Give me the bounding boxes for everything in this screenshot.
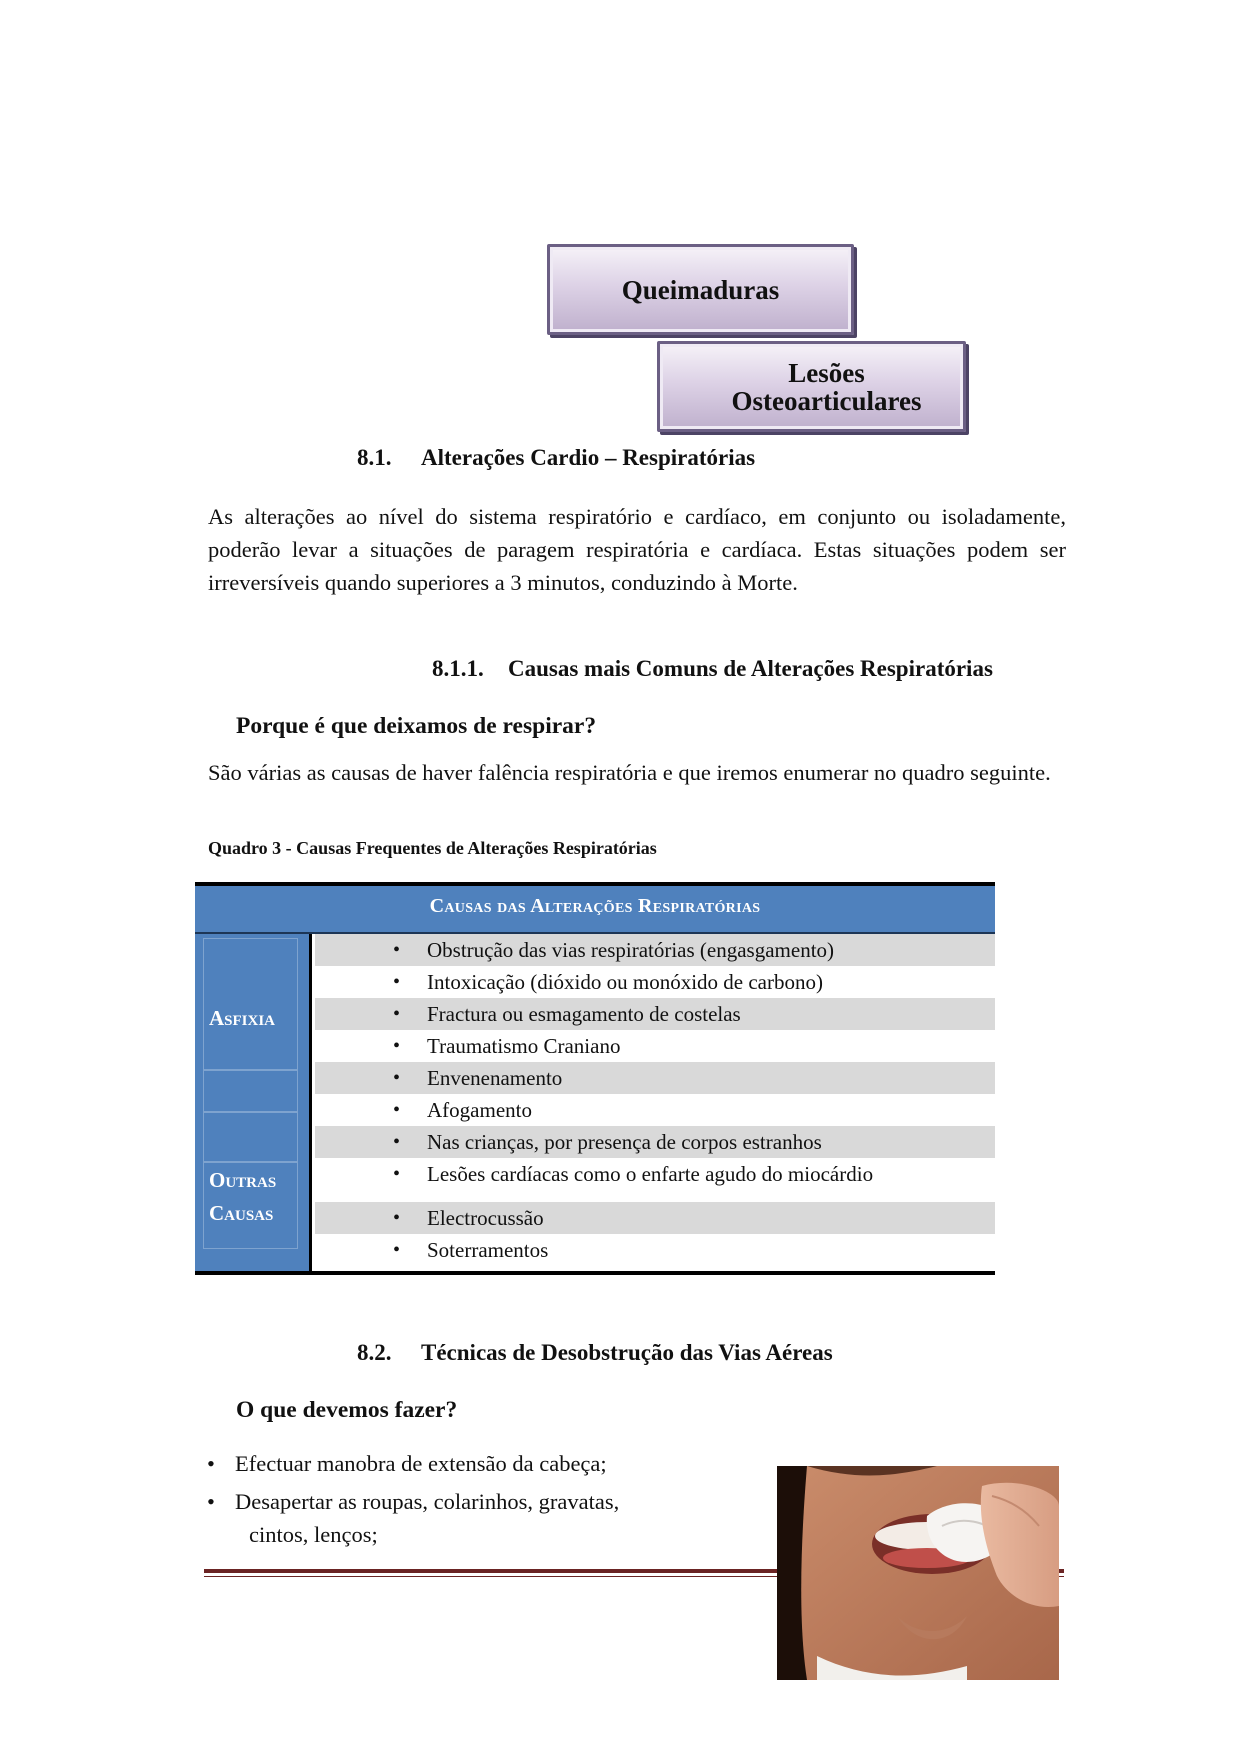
diagram-box-label-line1: Lesões (788, 357, 865, 388)
table-row (315, 1126, 995, 1158)
bullet: • (207, 1489, 215, 1514)
diagram-box-label-line2: Osteoarticulares (731, 385, 922, 416)
paragraph-alteracoes: As alterações ao nível do sistema respiratório e cardíaco, em conjunto ou isoladamente, poderão levar a situações de paragem respiratória e cardíaca. Estas situações podem ser irreversíveis quando superiores a 3 minutos, conduzindo à Morte. (208, 504, 1066, 595)
group-label-line1: Outras (209, 1168, 277, 1192)
row-text: Fractura ou esmagamento de costelas (427, 1002, 741, 1026)
row-text: Soterramentos (427, 1238, 549, 1262)
section-title: Causas mais Comuns de Alterações Respiratórias (508, 656, 993, 681)
group-cell (203, 1112, 298, 1162)
row-text: Obstrução das vias respiratórias (engasgamento) (427, 938, 835, 962)
question-heading: O que devemos fazer? (236, 1397, 458, 1423)
section-number: 8.1. (357, 445, 392, 470)
table-row (315, 998, 995, 1030)
section-title: Técnicas de Desobstrução das Vias Aéreas (421, 1340, 833, 1365)
diagram-box-queimaduras (547, 244, 854, 335)
bullet: • (393, 1003, 401, 1025)
photo-illustration (777, 1466, 1059, 1680)
bullet: • (393, 971, 401, 993)
group-label-outras-causas (209, 1164, 276, 1230)
table-bottom-rule (195, 1271, 995, 1275)
table-caption: Quadro 3 - Causas Frequentes de Alterações Respiratórias (208, 838, 657, 858)
list-item-text: Efectuar manobra de extensão da cabeça; (235, 1451, 607, 1476)
row-text: Electrocussão (427, 1206, 544, 1230)
bullet: • (393, 1163, 401, 1185)
section-title: Alterações Cardio – Respiratórias (421, 445, 756, 470)
table-row (315, 966, 995, 998)
table-row (315, 1202, 995, 1234)
section-heading-8-1 (357, 445, 755, 471)
row-text: Intoxicação (dióxido ou monóxido de carbono) (427, 970, 823, 994)
table-header-title: Causas das Alterações Respiratórias (429, 895, 761, 917)
section-heading-8-2 (357, 1340, 833, 1366)
diagram-box-label (732, 359, 922, 415)
row-text: Nas crianças, por presença de corpos estranhos (427, 1130, 822, 1154)
diagram-box-lesoes (657, 341, 966, 432)
table-row (315, 1094, 995, 1126)
group-label-asfixia: Asfixia (209, 1006, 276, 1030)
group-label-line2: Causas (209, 1201, 274, 1225)
group-cell (203, 1070, 298, 1112)
diagram-box-label: Queimaduras (621, 274, 780, 305)
table-row (315, 934, 995, 966)
list-item (207, 1485, 619, 1551)
bullet: • (393, 1067, 401, 1089)
bullet: • (393, 1239, 401, 1261)
paragraph-causas: São várias as causas de haver falência respiratória e que iremos enumerar no quadro seguinte. (208, 760, 1051, 785)
table-row (315, 1234, 995, 1271)
section-heading-8-1-1 (432, 656, 993, 682)
row-text: Lesões cardíacas como o enfarte agudo do miocárdio (427, 1162, 874, 1186)
bullet: • (207, 1451, 215, 1476)
section-number: 8.1.1. (432, 656, 484, 681)
row-text: Traumatismo Craniano (427, 1034, 621, 1058)
row-text: Envenenamento (427, 1066, 563, 1090)
causes-table (195, 882, 995, 1275)
row-text: Afogamento (427, 1098, 532, 1122)
list-item-text: Desapertar as roupas, colarinhos, gravatas, (235, 1489, 620, 1514)
list-item (207, 1447, 607, 1480)
table-row (315, 1030, 995, 1062)
section-number: 8.2. (357, 1340, 392, 1365)
bullet: • (393, 1207, 401, 1229)
bullet: • (393, 1131, 401, 1153)
table-row (315, 1158, 995, 1202)
question-heading: Porque é que deixamos de respirar? (236, 713, 597, 739)
bullet: • (393, 1035, 401, 1057)
airway-clearing-photo (777, 1466, 1059, 1680)
table-header (195, 882, 995, 934)
table-row (315, 1062, 995, 1094)
list-item-text-continuation: cintos, lenços; (249, 1522, 378, 1547)
bullet: • (393, 939, 401, 961)
table-group-column (195, 934, 312, 1271)
bullet: • (393, 1099, 401, 1121)
